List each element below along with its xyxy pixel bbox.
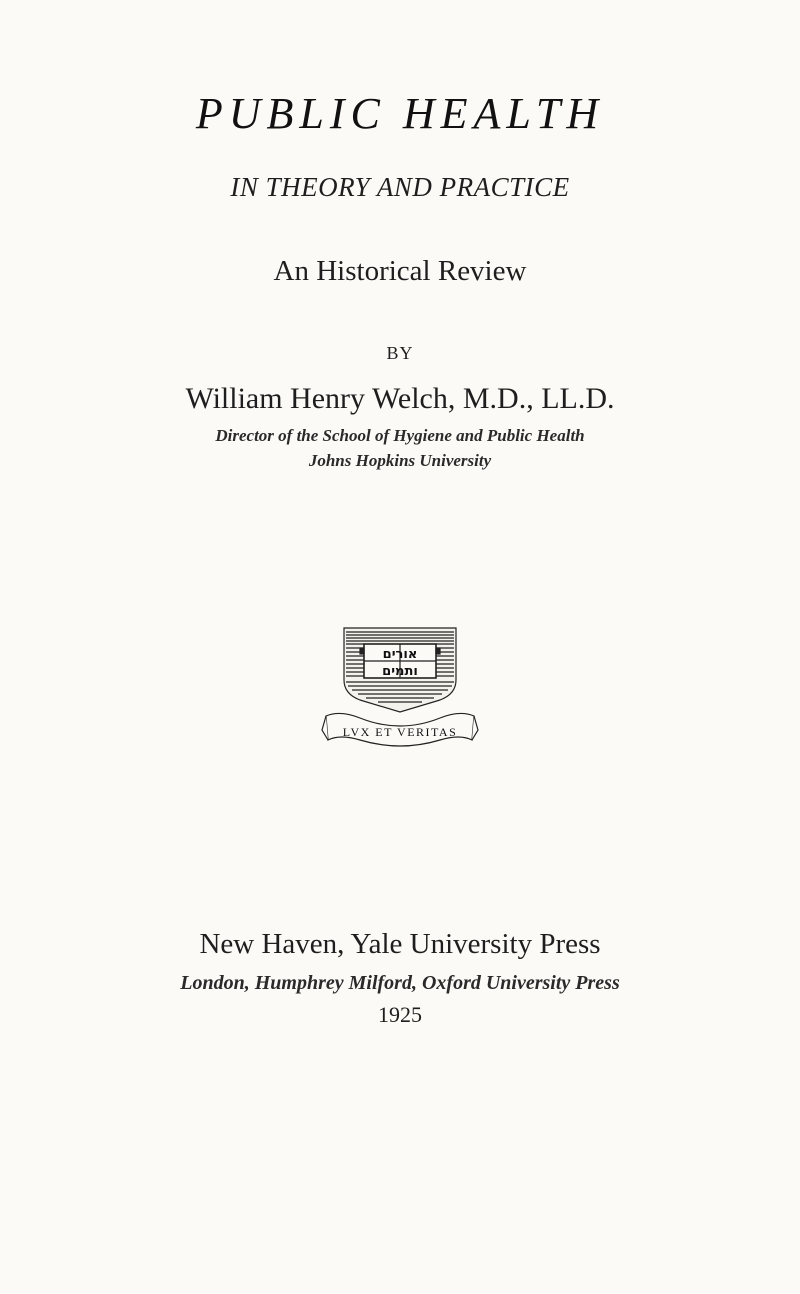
seal-motto: LVX ET VERITAS [342, 725, 458, 739]
seal-hebrew-top: אורים [382, 647, 418, 662]
author-affiliation-university: Johns Hopkins University [308, 451, 492, 470]
publisher-london-line: London, Humphrey Milford, Oxford University Press [180, 972, 620, 994]
seal-hebrew-bottom: ותמים [382, 664, 418, 679]
by-line: BY [386, 343, 414, 363]
book-title: PUBLIC HEALTH [195, 89, 605, 138]
author-name: William Henry Welch, M.D., LL.D. [185, 382, 615, 415]
publication-year: 1925 [378, 1002, 422, 1027]
publisher-line: New Haven, Yale University Press [199, 928, 601, 960]
author-affiliation-title: Director of the School of Hygiene and Public Health [215, 426, 585, 445]
yale-seal-emblem [320, 622, 480, 750]
book-subtitle: IN THEORY AND PRACTICE [230, 172, 570, 202]
review-line: An Historical Review [273, 255, 527, 287]
